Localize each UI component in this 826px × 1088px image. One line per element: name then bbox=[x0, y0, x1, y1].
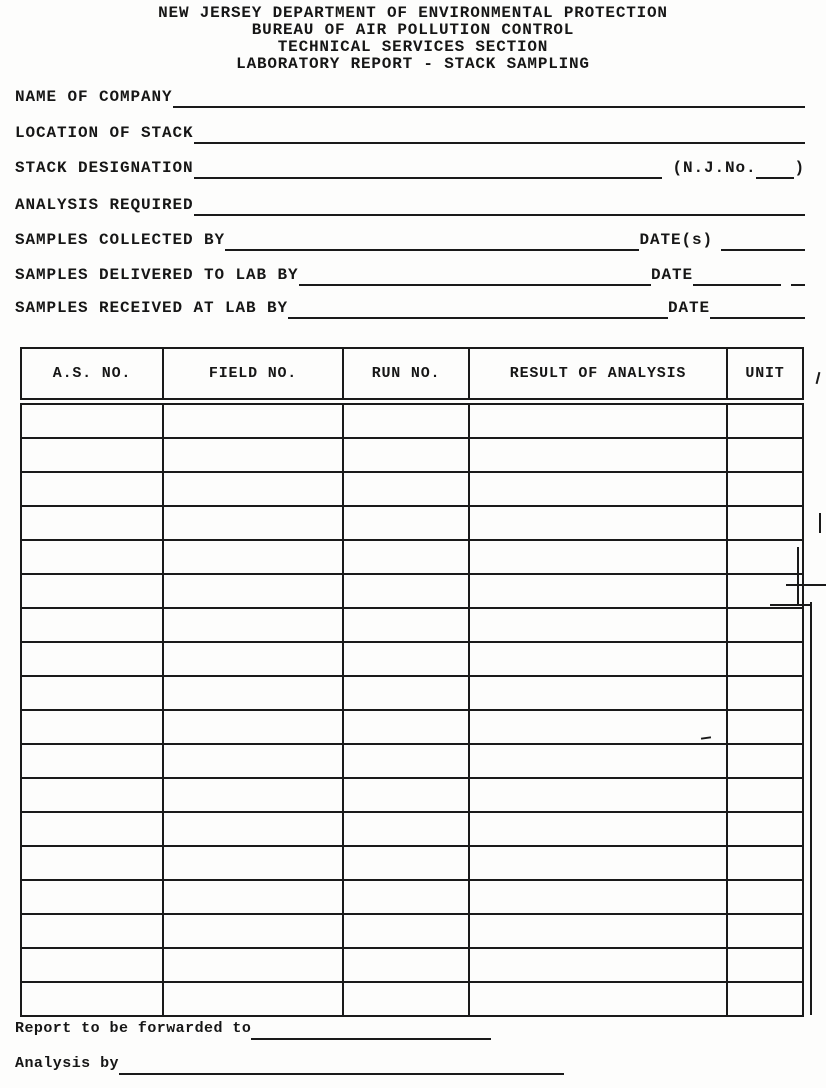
stack-designation-label: STACK DESIGNATION bbox=[15, 159, 194, 177]
table-cell bbox=[727, 778, 803, 812]
field-name-of-company bbox=[15, 84, 805, 108]
delivered-date-blank bbox=[693, 262, 781, 286]
nj-no-blank bbox=[756, 155, 794, 179]
table-row bbox=[21, 982, 803, 1016]
table-cell bbox=[469, 778, 727, 812]
table-row bbox=[21, 812, 803, 846]
table-cell bbox=[727, 880, 803, 914]
name-of-company-blank bbox=[173, 84, 805, 108]
table-cell bbox=[727, 812, 803, 846]
table-cell bbox=[343, 778, 469, 812]
table-cell bbox=[343, 472, 469, 506]
table-row bbox=[21, 506, 803, 540]
column-header-unit: UNIT bbox=[727, 348, 803, 402]
delivered-date-label: DATE bbox=[650, 266, 693, 284]
table-cell bbox=[163, 506, 343, 540]
scan-artifact-right-tick bbox=[819, 513, 821, 533]
table-cell bbox=[163, 574, 343, 608]
table-cell bbox=[727, 608, 803, 642]
header-line-bureau: BUREAU OF AIR POLLUTION CONTROL bbox=[251, 21, 575, 39]
table-row bbox=[21, 608, 803, 642]
table-cell bbox=[469, 676, 727, 710]
nj-no-label: (N.J.No. bbox=[672, 159, 757, 177]
table-cell bbox=[469, 402, 727, 439]
table-row bbox=[21, 574, 803, 608]
table-cell bbox=[727, 710, 803, 744]
table-cell bbox=[21, 744, 163, 778]
date-s-label: DATE(s) bbox=[639, 231, 713, 249]
table-cell bbox=[163, 676, 343, 710]
date-s-blank bbox=[721, 227, 805, 251]
field-analysis-required bbox=[15, 192, 805, 216]
location-of-stack-blank bbox=[194, 120, 805, 144]
table-cell bbox=[21, 982, 163, 1016]
table-cell bbox=[469, 914, 727, 948]
location-of-stack-label: LOCATION OF STACK bbox=[15, 124, 194, 142]
table-cell bbox=[163, 812, 343, 846]
field-samples-delivered-to-lab-by bbox=[15, 262, 805, 286]
table-cell bbox=[163, 744, 343, 778]
table-cell bbox=[343, 608, 469, 642]
nj-no-close-paren: ) bbox=[794, 159, 805, 177]
table-row bbox=[21, 710, 803, 744]
table-row bbox=[21, 846, 803, 880]
analysis-required-label: ANALYSIS REQUIRED bbox=[15, 196, 194, 214]
report-forwarded-to-blank bbox=[251, 1016, 491, 1040]
table-cell bbox=[343, 914, 469, 948]
table-cell bbox=[727, 676, 803, 710]
analysis-by-blank bbox=[119, 1051, 564, 1075]
table-cell bbox=[469, 880, 727, 914]
analysis-required-blank bbox=[194, 192, 805, 216]
table-cell bbox=[343, 574, 469, 608]
table-cell bbox=[727, 642, 803, 676]
table-row bbox=[21, 676, 803, 710]
samples-received-blank bbox=[288, 295, 668, 319]
table-cell bbox=[727, 982, 803, 1016]
table-cell bbox=[343, 812, 469, 846]
table-cell bbox=[163, 982, 343, 1016]
table-cell bbox=[163, 540, 343, 574]
table-cell bbox=[163, 846, 343, 880]
table-cell bbox=[727, 438, 803, 472]
table-cell bbox=[21, 676, 163, 710]
table-cell bbox=[21, 778, 163, 812]
column-header-a-s-no: A.S. NO. bbox=[21, 348, 163, 402]
samples-collected-by-blank bbox=[225, 227, 639, 251]
table-cell bbox=[343, 880, 469, 914]
table-cell bbox=[163, 914, 343, 948]
table-cell bbox=[469, 948, 727, 982]
received-date-label: DATE bbox=[667, 299, 710, 317]
scan-artifact-apostrophe-mark bbox=[816, 372, 821, 384]
table-row bbox=[21, 438, 803, 472]
samples-collected-by-label: SAMPLES COLLECTED BY bbox=[15, 231, 226, 249]
table-cell bbox=[21, 710, 163, 744]
table-cell bbox=[21, 948, 163, 982]
field-location-of-stack bbox=[15, 120, 805, 144]
stack-designation-blank bbox=[194, 155, 663, 179]
table-cell bbox=[343, 948, 469, 982]
document-header bbox=[0, 5, 826, 73]
table-cell bbox=[21, 812, 163, 846]
table-header-row bbox=[21, 348, 803, 402]
scan-artifact-cross-horizontal bbox=[786, 584, 826, 586]
table-cell bbox=[469, 472, 727, 506]
table-row bbox=[21, 472, 803, 506]
table-cell bbox=[163, 880, 343, 914]
table-row bbox=[21, 778, 803, 812]
table-row bbox=[21, 914, 803, 948]
table-cell bbox=[21, 642, 163, 676]
table-cell bbox=[21, 608, 163, 642]
table-cell bbox=[727, 402, 803, 439]
table-row bbox=[21, 880, 803, 914]
results-table bbox=[20, 347, 804, 1017]
table-cell bbox=[469, 540, 727, 574]
table-cell bbox=[469, 846, 727, 880]
table-cell bbox=[21, 846, 163, 880]
table-cell bbox=[727, 948, 803, 982]
table-cell bbox=[21, 574, 163, 608]
table-cell bbox=[21, 472, 163, 506]
stray-dash-mark bbox=[791, 268, 805, 286]
scan-artifact-shifted-right-border bbox=[810, 602, 812, 1015]
table-cell bbox=[21, 438, 163, 472]
header-line-report-title: LABORATORY REPORT - STACK SAMPLING bbox=[236, 55, 590, 73]
table-cell bbox=[21, 914, 163, 948]
table-cell bbox=[343, 676, 469, 710]
table-row bbox=[21, 642, 803, 676]
table-cell bbox=[343, 710, 469, 744]
table-row bbox=[21, 948, 803, 982]
analysis-by-label: Analysis by bbox=[15, 1055, 119, 1072]
table-cell bbox=[343, 642, 469, 676]
field-stack-designation bbox=[15, 155, 805, 179]
table-row bbox=[21, 744, 803, 778]
received-date-blank bbox=[710, 295, 805, 319]
table-cell bbox=[727, 540, 803, 574]
table-row bbox=[21, 402, 803, 439]
table-cell bbox=[727, 574, 803, 608]
samples-received-label: SAMPLES RECEIVED AT LAB BY bbox=[15, 299, 289, 317]
table-cell bbox=[727, 846, 803, 880]
table-cell bbox=[343, 506, 469, 540]
table-cell bbox=[469, 574, 727, 608]
table-cell bbox=[343, 402, 469, 439]
header-line-section: TECHNICAL SERVICES SECTION bbox=[277, 38, 549, 56]
table-cell bbox=[343, 744, 469, 778]
table-cell bbox=[21, 880, 163, 914]
table-cell bbox=[343, 540, 469, 574]
table-cell bbox=[163, 710, 343, 744]
table-cell bbox=[163, 438, 343, 472]
table-cell bbox=[21, 402, 163, 439]
scan-artifact-border-connector bbox=[770, 604, 812, 606]
table-cell bbox=[727, 744, 803, 778]
table-cell bbox=[21, 540, 163, 574]
name-of-company-label: NAME OF COMPANY bbox=[15, 88, 173, 106]
table-row bbox=[21, 540, 803, 574]
table-cell bbox=[469, 608, 727, 642]
field-samples-received-at-lab-by bbox=[15, 295, 805, 319]
table-cell bbox=[469, 744, 727, 778]
table-cell bbox=[727, 506, 803, 540]
column-header-field-no: FIELD NO. bbox=[163, 348, 343, 402]
table-cell bbox=[163, 402, 343, 439]
table-cell bbox=[727, 914, 803, 948]
table-cell bbox=[163, 642, 343, 676]
report-forwarded-to-label: Report to be forwarded to bbox=[15, 1020, 252, 1037]
field-samples-collected-by bbox=[15, 227, 805, 251]
column-header-run-no: RUN NO. bbox=[343, 348, 469, 402]
table-cell bbox=[163, 608, 343, 642]
table-cell bbox=[469, 982, 727, 1016]
table-cell bbox=[469, 642, 727, 676]
field-report-forwarded-to bbox=[15, 1016, 491, 1040]
table-cell bbox=[469, 812, 727, 846]
table-cell bbox=[163, 778, 343, 812]
samples-delivered-blank bbox=[299, 262, 651, 286]
column-header-result-of-analysis: RESULT OF ANALYSIS bbox=[469, 348, 727, 402]
field-analysis-by bbox=[15, 1051, 564, 1075]
table-cell bbox=[727, 472, 803, 506]
table-cell bbox=[469, 438, 727, 472]
table-cell bbox=[163, 948, 343, 982]
table-cell bbox=[343, 846, 469, 880]
table-cell bbox=[21, 506, 163, 540]
header-line-agency: NEW JERSEY DEPARTMENT OF ENVIRONMENTAL PROTECTION bbox=[158, 4, 668, 22]
table-cell bbox=[469, 506, 727, 540]
samples-delivered-label: SAMPLES DELIVERED TO LAB BY bbox=[15, 266, 299, 284]
table-cell bbox=[469, 710, 727, 744]
scan-artifact-cross-vertical bbox=[797, 547, 799, 605]
table-cell bbox=[163, 472, 343, 506]
table-cell bbox=[343, 982, 469, 1016]
table-cell bbox=[343, 438, 469, 472]
